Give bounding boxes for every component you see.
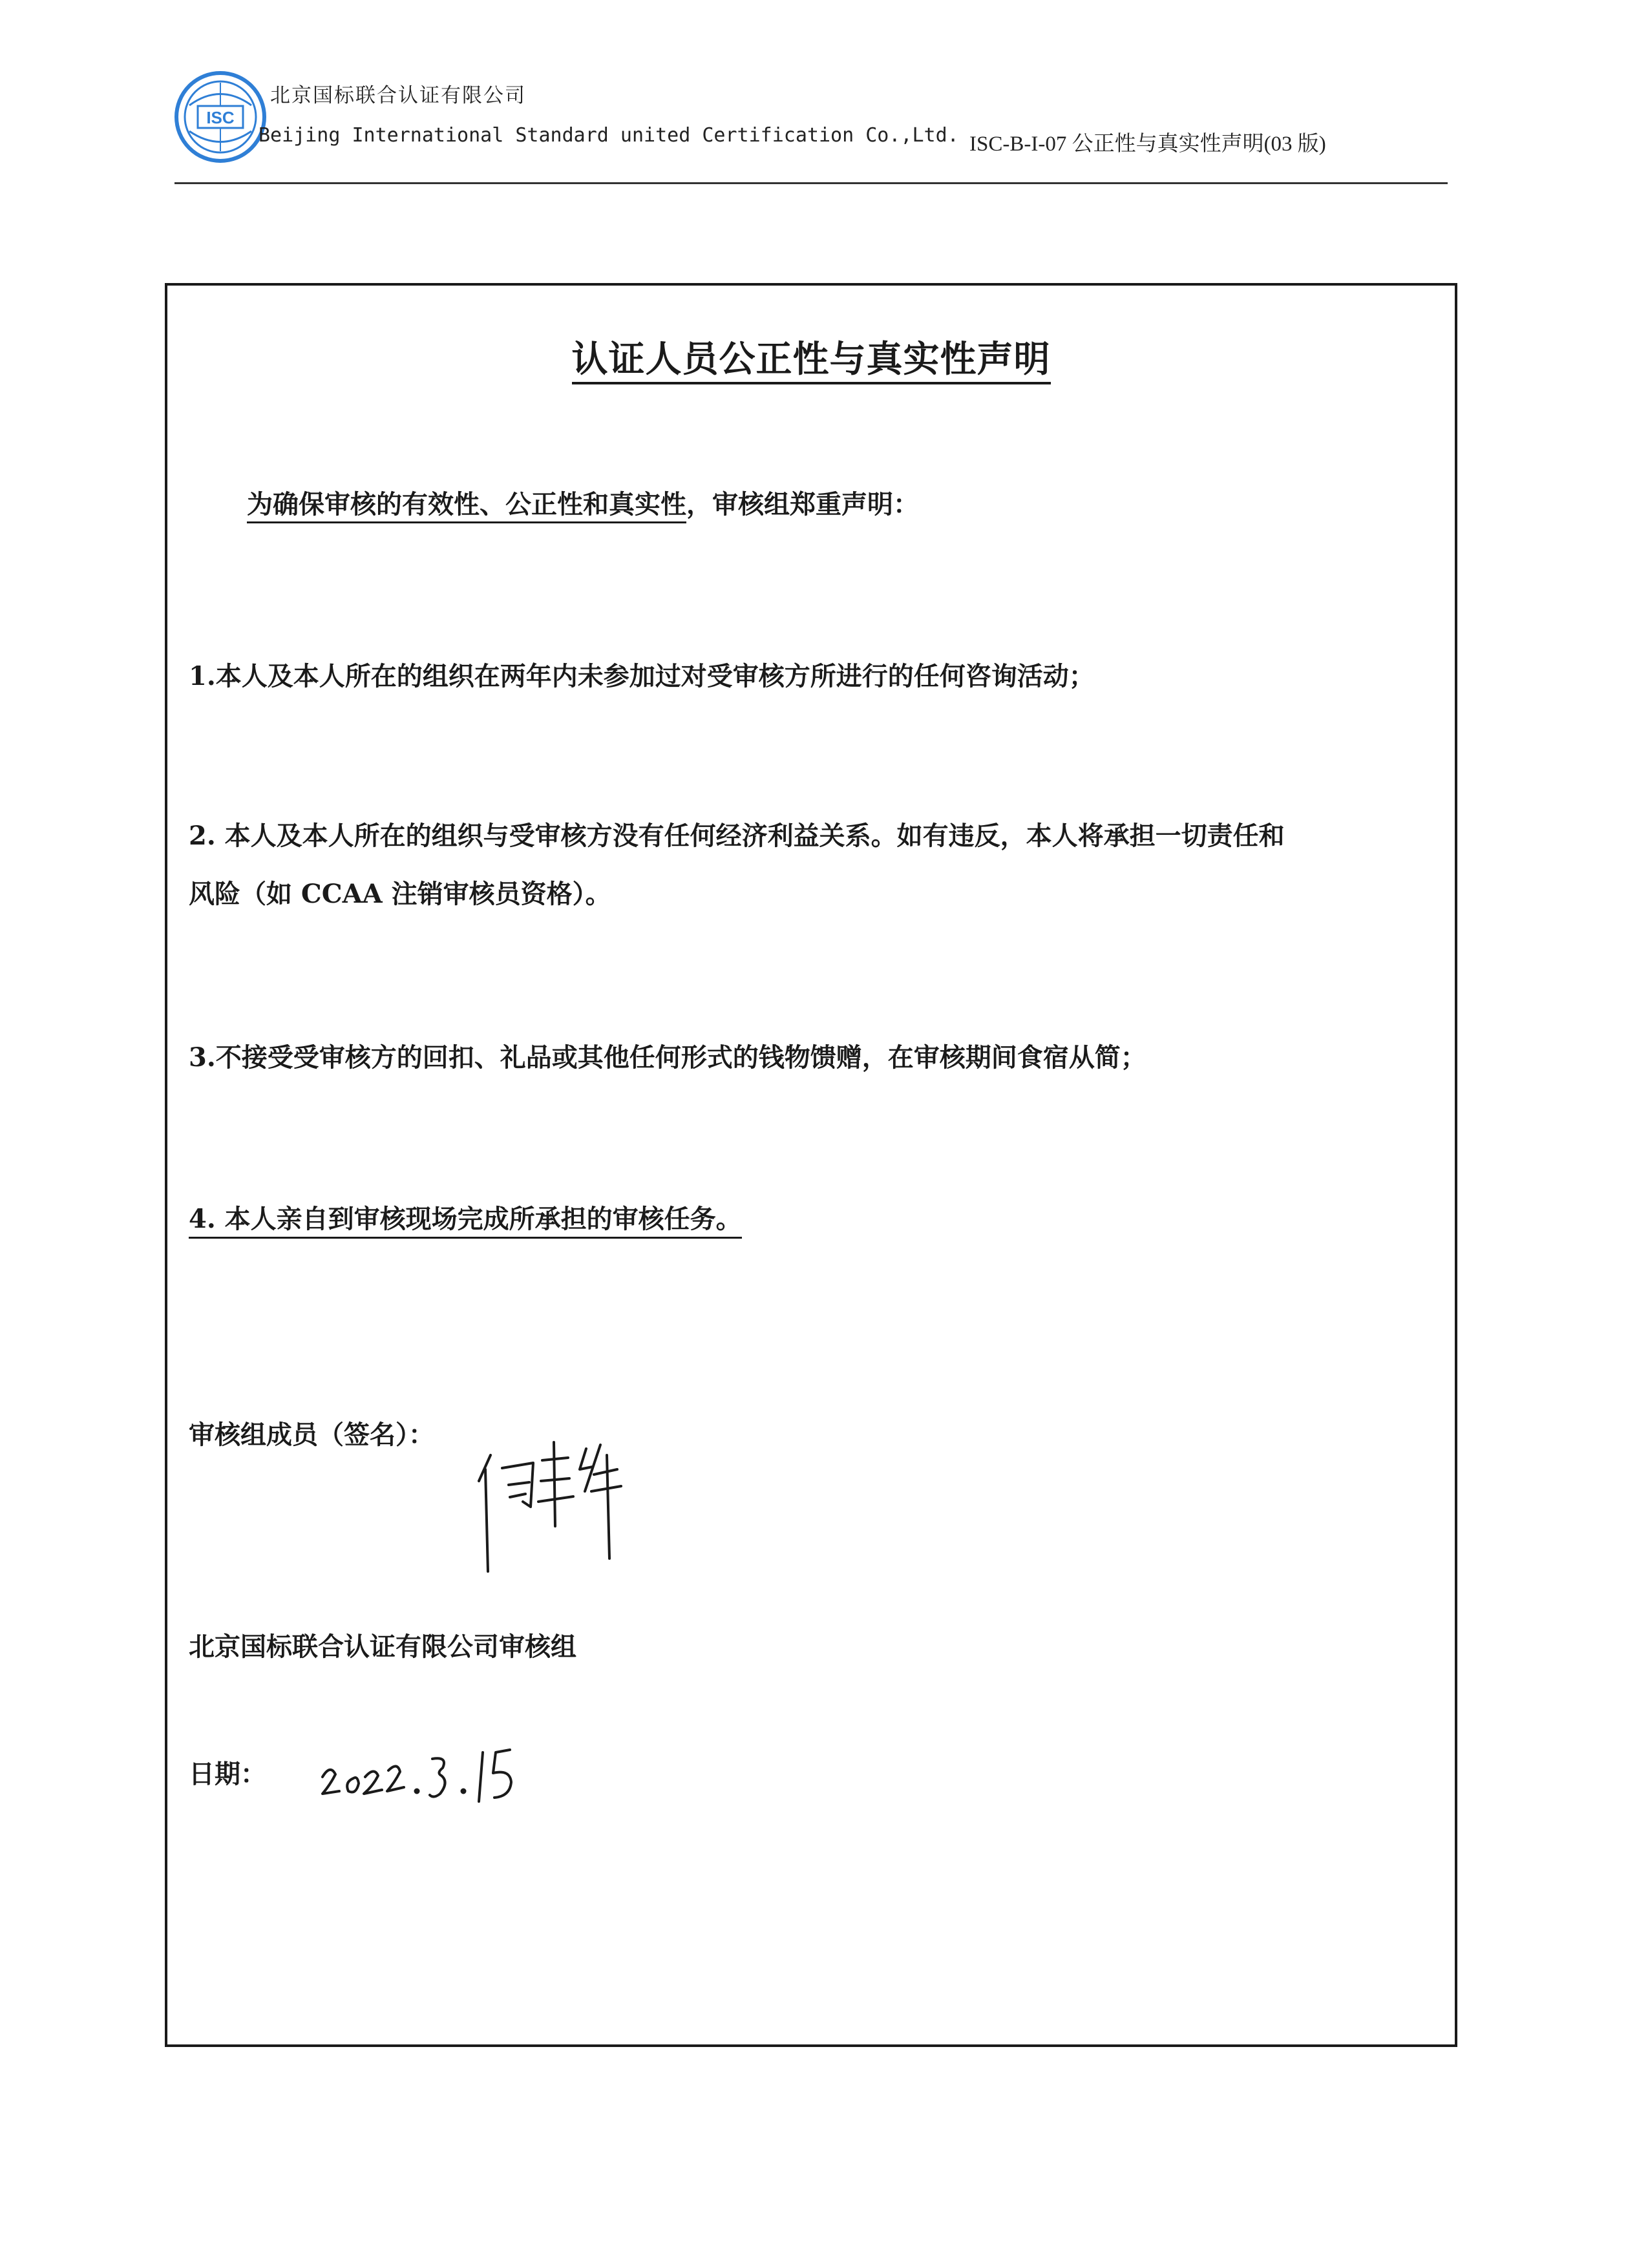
declaration-box	[165, 283, 1457, 2047]
declaration-item-4-text: 4. 本人亲自到审核现场完成所承担的审核任务。	[189, 1204, 742, 1239]
handwritten-signature	[471, 1429, 639, 1584]
intro-underlined-text: 为确保审核的有效性、公正性和真实性	[247, 489, 686, 523]
company-name-en: Beijing International Standard united Certification Co.,Ltd.	[259, 124, 959, 147]
audit-members-signature-label: 审核组成员（签名）：	[189, 1420, 434, 1450]
header-divider	[174, 182, 1448, 184]
document-title	[167, 331, 1455, 383]
intro-paragraph	[247, 484, 919, 521]
date-label: 日期：	[189, 1759, 266, 1789]
declaration-item-1: 1.本人及本人所在的组织在两年内未参加过对受审核方所进行的任何咨询活动；	[189, 661, 1095, 691]
form-code: ISC-B-I-07 公正性与真实性声明(03 版)	[969, 132, 1326, 156]
declaration-item-3: 3.不接受受审核方的回扣、礼品或其他任何形式的钱物馈赠，在审核期间食宿从简；	[189, 1042, 1146, 1073]
audit-team-org-name: 北京国标联合认证有限公司审核组	[189, 1632, 576, 1662]
document-title-text: 认证人员公正性与真实性声明	[572, 339, 1051, 384]
declaration-item-4	[189, 1199, 742, 1235]
company-name-cn: 北京国标联合认证有限公司	[270, 84, 526, 107]
declaration-item-2-line-1: 2. 本人及本人所在的组织与受审核方没有任何经济利益关系。如有违反，本人将承担一切责任和	[189, 821, 1285, 851]
handwritten-date	[316, 1739, 536, 1811]
intro-rest-text: ，审核组郑重声明：	[686, 489, 919, 520]
declaration-item-2-line-2: 风险（如 CCAA 注销审核员资格）。	[189, 879, 611, 909]
isc-logo-icon	[173, 70, 268, 164]
logo-text: ISC	[206, 108, 235, 127]
